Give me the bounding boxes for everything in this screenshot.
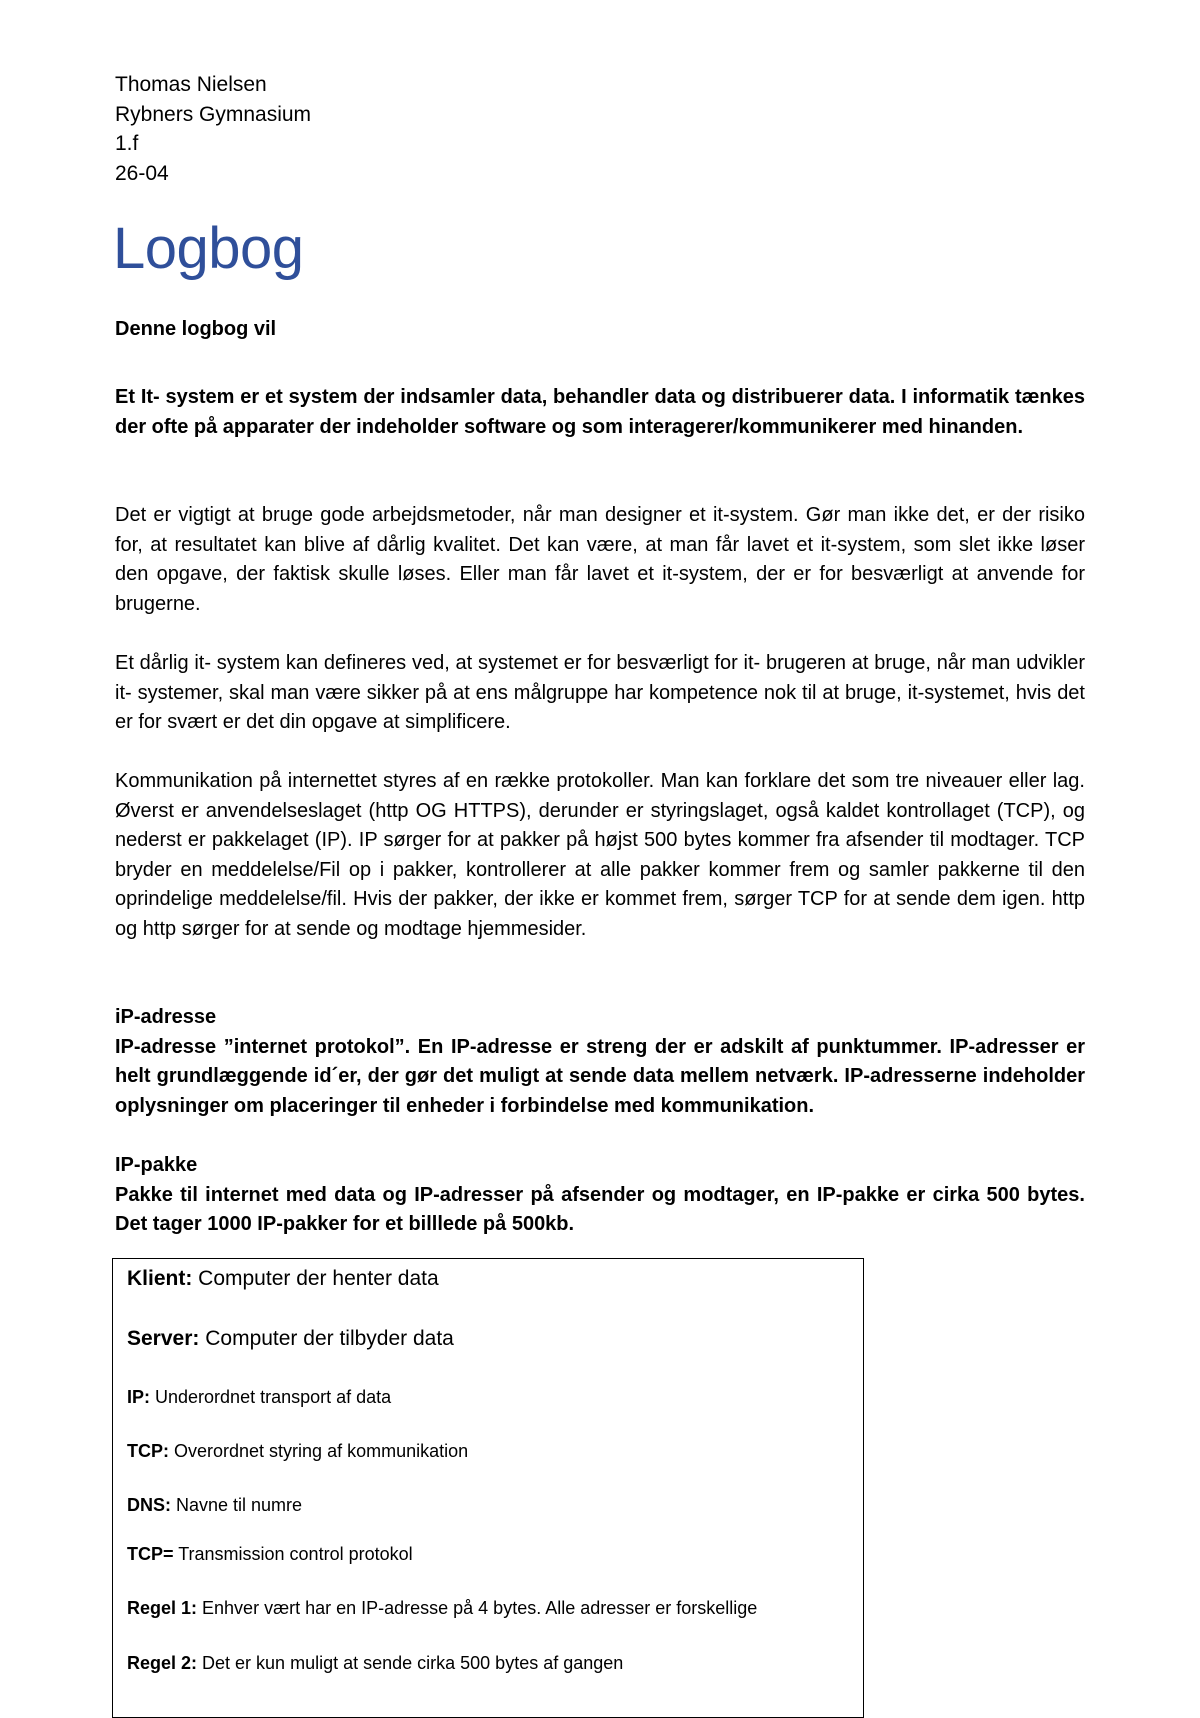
glossary-term: Regel 2: [127,1653,198,1673]
glossary-item [127,1327,454,1351]
author-name: Thomas Nielsen [115,73,267,96]
glossary-item [127,1653,623,1674]
glossary-term: TCP= [127,1544,174,1564]
glossary-definition: Computer der tilbyder data [199,1327,454,1350]
glossary-term: Server: [127,1327,200,1350]
glossary-item [127,1598,757,1619]
paragraph-work-methods: Det er vigtigt at bruge gode arbejdsmetoder, når man designer et it-system. Gør man ikke det, er der risiko for, at resultatet kan blive af dårlig kvalitet. Det kan være, at man får lavet et it-system, som slet ikke løser den opgave, der faktisk skulle løses. Eller man får lavet et it-system, der er for besværligt at anvende for brugerne. [115,504,1085,615]
document-date: 26-04 [115,161,169,185]
glossary-definition: Enhver vært har en IP-adresse på 4 bytes. Alle adresser er forskellige [197,1598,758,1618]
glossary-box [112,1258,864,1718]
section-ip-packet [115,1151,1085,1240]
glossary-definition: Underordnet transport af data [150,1387,392,1407]
paragraph-bad-system: Et dårlig it- system kan defineres ved, at systemet er for besværligt for it- brugeren at bruge, når man udvikler it- systemer, skal man være sikker på at ens målgruppe har kompetence nok til at bruge, it-systemet, hvis det er for svært er det din opgave at simplificere. [115,652,1085,733]
section-heading: IP-pakke [115,1154,198,1176]
school-name: Rybners Gymnasium [115,102,312,126]
glossary-term: Regel 1: [127,1598,198,1618]
glossary-item [127,1495,302,1516]
glossary-item [127,1441,468,1462]
glossary-term: Klient: [127,1267,193,1290]
glossary-item [127,1544,413,1565]
section-text: Pakke til internet med data og IP-adresser på afsender og modtager, en IP-pakke er cirka 500 bytes. Det tager 1000 IP-pakker for et billlede på 500kb. [115,1183,1085,1235]
document-title: Logbog [113,216,304,281]
class-name: 1.f [115,132,139,155]
section-ip-address [115,1003,1085,1121]
glossary-term: TCP: [127,1441,169,1461]
glossary-definition: Transmission control protokol [173,1544,413,1564]
section-text: IP-adresse ”internet protokol”. En IP-adresse er streng der er adskilt af punktummer. IP-adresser er helt grundlæggende id´er, der gør det muligt at sende data mellem netværk. IP-adresserne indeholder oplysninger om placeringer til enheder i forbindelse med kommunikation. [115,1035,1085,1117]
glossary-definition: Computer der henter data [192,1267,439,1290]
glossary-term: IP: [127,1387,151,1407]
glossary-item [127,1387,391,1408]
intro-text: Denne logbog vil [115,318,277,340]
glossary-term: DNS: [127,1495,171,1515]
paragraph-protocols: Kommunikation på internettet styres af en række protokoller. Man kan forklare det som tre niveauer eller lag. Øverst er anvendelseslaget (http OG HTTPS), derunder er styringslaget, også kaldet kontrollaget (TCP), og nederst er pakkelaget (IP). IP sørger for at pakker på højst 500 bytes kommer fra afsender til modtager. TCP bryder en meddelelse/Fil op i pakker, kontrollerer at alle pakker kommer frem og samler pakkerne til den oprindelige meddelelse/fil. Hvis der pakker, der ikke er kommet frem, sørger TCP for at sende dem igen. http og http sørger for at sende og modtage hjemmesider. [115,770,1085,940]
glossary-definition: Overordnet styring af kommunikation [169,1441,469,1461]
glossary-definition: Navne til numre [171,1495,303,1515]
section-heading: iP-adresse [115,1006,217,1028]
glossary-item [127,1267,439,1291]
paragraph-it-system: Et It- system er et system der indsamler data, behandler data og distribuerer data. I informatik tænkes der ofte på apparater der indeholder software og som interagerer/kommunikerer med hinanden. [115,386,1085,438]
author-header [115,70,311,188]
glossary-definition: Det er kun muligt at sende cirka 500 bytes af gangen [197,1653,624,1673]
